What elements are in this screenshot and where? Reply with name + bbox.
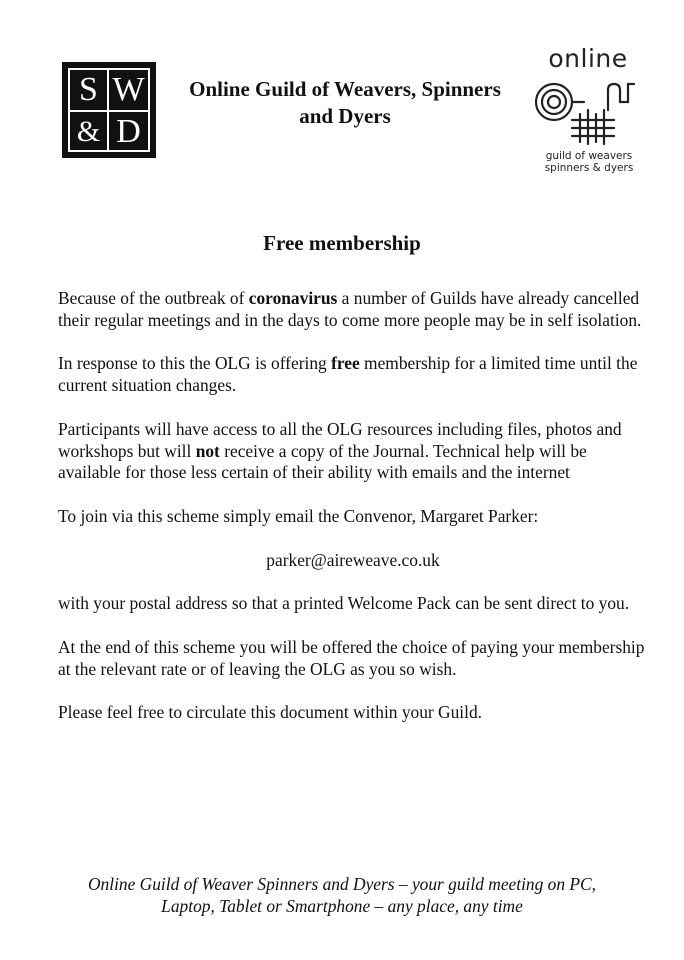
header-title-line1: Online Guild of Weavers, Spinners xyxy=(189,77,501,101)
paragraph-circulate: Please feel free to circulate this document within your Guild. xyxy=(58,702,483,723)
guild-header-title xyxy=(165,76,525,130)
online-guild-logo xyxy=(532,44,644,179)
paragraph-offer-text-end: membership for a limited time until the current situation changes. xyxy=(58,353,638,396)
footer-line1: Online Guild of Weaver Spinners and Dyers – your guild meeting on PC, xyxy=(88,874,596,894)
paragraph-access-text: Participants will have access to all the OLG resources including files, photos and workshops but will xyxy=(58,418,622,461)
swd-logo xyxy=(62,62,156,158)
logo-letter-w: W xyxy=(109,70,148,112)
logo-letter-ampersand: & xyxy=(70,112,109,152)
paragraph-join: To join via this scheme simply email the Convenor, Margaret Parker: xyxy=(58,505,539,526)
paragraph-offer xyxy=(58,353,648,397)
paragraph-access-text-end: receive a copy of the Journal. Technical help will be available for those less certain of their ability with emails and the internet xyxy=(58,440,587,483)
paragraph-address: with your postal address so that a printed Welcome Pack can be sent direct to you. xyxy=(58,593,630,614)
paragraph-intro xyxy=(58,288,648,332)
paragraph-intro-text-end: a number of Guilds have already cancelled their regular meetings and in the days to come more people may be in self isolation. xyxy=(58,288,642,330)
logo-subtitle-line1: guild of weavers xyxy=(545,150,633,162)
bold-coronavirus: coronavirus xyxy=(248,288,338,308)
paragraph-intro-text: Because of the outbreak of xyxy=(58,288,249,308)
logo-letter-d: D xyxy=(116,113,141,150)
paragraph-access xyxy=(58,419,648,484)
paragraph-offer-text: In response to this the OLG is offering xyxy=(58,353,332,374)
logo-subtitle xyxy=(534,150,644,174)
document-body xyxy=(58,288,648,746)
spiral-weave-icon xyxy=(532,80,644,148)
bold-not: not xyxy=(195,440,220,461)
logo-online-word: online xyxy=(548,44,628,73)
bold-free: free xyxy=(331,353,360,374)
document-title: Free membership xyxy=(263,231,421,255)
header-title-line2: and Dyers xyxy=(299,104,391,128)
convenor-email: parker@aireweave.co.uk xyxy=(266,549,440,570)
logo-letter-s: S xyxy=(70,70,109,112)
paragraph-end-of-scheme: At the end of this scheme you will be offered the choice of paying your membership at the relevant rate or of leaving the OLG as you so wish. xyxy=(58,636,645,679)
logo-subtitle-line2: spinners & dyers xyxy=(544,162,634,174)
footer-tagline xyxy=(0,873,684,917)
footer-line2: Laptop, Tablet or Smartphone – any place, any time xyxy=(161,896,523,916)
